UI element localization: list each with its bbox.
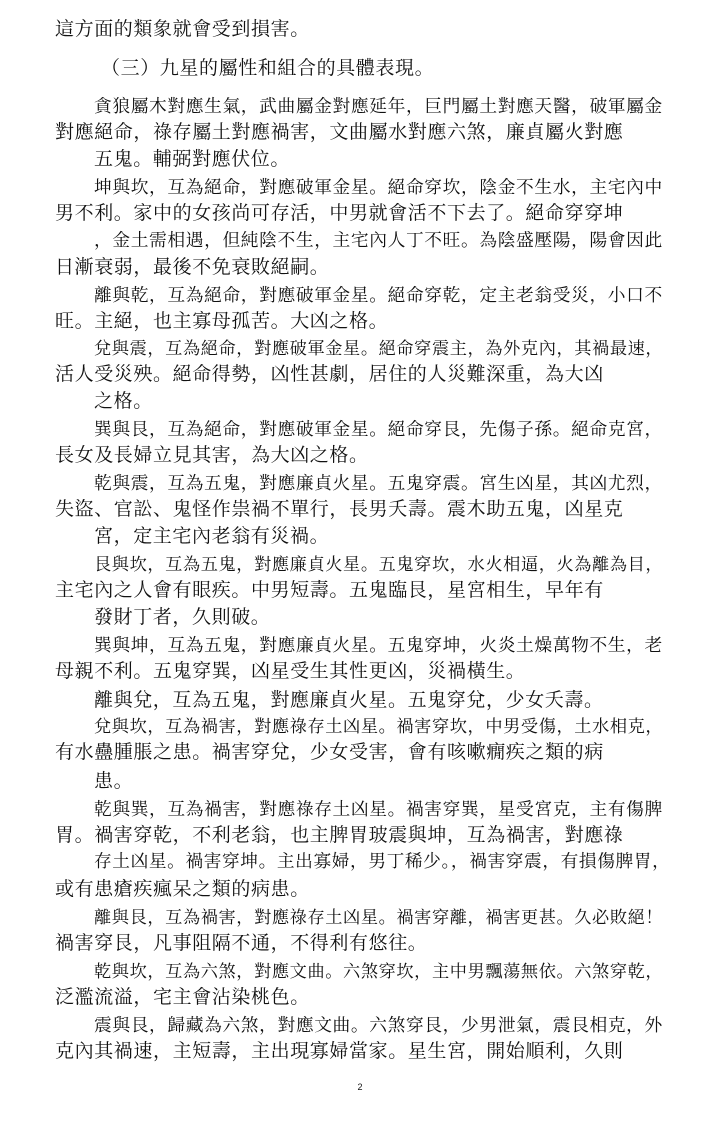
text-line: 失盜、官訟、鬼怪作祟禍不單行，長男夭壽。震木助五鬼，凶星克 xyxy=(55,498,624,520)
text-line: 離與乾，互為絕命，對應破軍金星。絕命穿乾，定主老翁受災，小口不 xyxy=(94,286,663,306)
text-line: 乾與坎，互為六煞，對應文曲。六煞穿坎，主中男飄蕩無依。六煞穿乾， xyxy=(94,962,664,982)
text-line: 兌與震，互為絕命，對應破軍金星。絕命穿震主，為外克內，其禍最速， xyxy=(94,339,664,359)
text-line: 男不利。家中的女孩尚可存活，中男就會活不下去了。絕命穿穿坤 xyxy=(55,202,624,224)
text-line: ，金土需相遇，但純陰不生，主宅內人丁不旺。為陰盛壓陽，陽會因此 xyxy=(94,231,663,251)
text-line: 貪狼屬木對應生氣，武曲屬金對應延年，巨門屬土對應天醫，破軍屬金 xyxy=(94,97,663,117)
text-line: 泛濫流溢，宅主會沾染桃色。 xyxy=(55,986,310,1008)
text-line: 震與艮，歸藏為六煞，對應文曲。六煞穿艮，少男泄氣，震艮相克，外 xyxy=(94,1016,663,1036)
text-line: 對應絕命，祿存屬土對應禍害，文曲屬水對應六煞，廉貞屬火對應 xyxy=(55,121,624,143)
text-line: 巽與坤，互為五鬼，對應廉貞火星。五鬼穿坤，火炎土燥萬物不生，老 xyxy=(94,636,663,656)
text-line: 活人受災殃。絕命得勢，凶性甚劇，居住的人災難深重，為大凶 xyxy=(55,363,604,385)
text-line: 旺。主絕，也主寡母孤苦。大凶之格。 xyxy=(55,310,389,332)
text-line: 有水蠱腫脹之患。禍害穿兌，少女受害，會有咳嗽癇疾之類的病 xyxy=(55,741,604,763)
text-line: 乾與震，互為五鬼，對應廉貞火星。五鬼穿震。宮生凶星，其凶尤烈， xyxy=(94,474,663,494)
text-line: 巽與艮，互為絕命，對應破軍金星。絕命穿艮，先傷子孫。絕命克宮， xyxy=(94,420,663,440)
text-line: 坤與坎，互為絕命，對應破軍金星。絕命穿坎，陰金不生水，主宅內中 xyxy=(94,178,663,198)
text-line: 存土凶星。禍害穿坤。主出寡婦，男丁稀少。，禍害穿震，有損傷脾胃， xyxy=(94,852,671,872)
text-line: 離與艮，互為禍害，對應祿存土凶星。禍害穿離，禍害更甚。久必敗絕！ xyxy=(94,908,664,928)
text-line: 日漸衰弱，最後不免衰敗絕嗣。 xyxy=(55,256,330,278)
text-line: 患。 xyxy=(94,770,134,792)
text-line: 之格。 xyxy=(94,390,153,412)
text-line: 乾與巽，互為禍害，對應祿存土凶星。禍害穿巽，星受宮克，主有傷脾 xyxy=(94,800,663,820)
text-line: 這方面的類象就會受到損害。 xyxy=(55,18,310,40)
text-line: 兌與坎，互為禍害，對應祿存土凶星。禍害穿坎，中男受傷，土水相克， xyxy=(94,717,664,737)
text-line: 五鬼。輔弼對應伏位。 xyxy=(94,148,291,170)
text-line: 母親不利。五鬼穿巽，凶星受生其性更凶，災禍橫生。 xyxy=(55,660,526,682)
text-line: 克內其禍速，主短壽，主出現寡婦當家。星生宮，開始順利，久則 xyxy=(55,1040,624,1062)
text-line: 宮，定主宅內老翁有災禍。 xyxy=(94,525,330,547)
text-line: 長女及長婦立見其害，為大凶之格。 xyxy=(55,444,369,466)
text-line: 胃。禍害穿乾，不利老翁，也主脾胃玻震與坤，互為禍害，對應祿 xyxy=(55,824,624,846)
text-line: 離與兌，互為五鬼，對應廉貞火星。五鬼穿兌，少女夭壽。 xyxy=(94,689,604,711)
text-line: 或有患瘡疾瘋呆之類的病患。 xyxy=(55,878,310,900)
section-heading: （三）九星的屬性和組合的具體表現。 xyxy=(101,57,435,79)
text-line: 主宅內之人會有眼疾。中男短壽。五鬼臨艮，星宮相生，早年有 xyxy=(55,579,604,601)
text-line: 發財丁者，久則破。 xyxy=(94,606,271,628)
page-number: 2 xyxy=(357,1082,363,1092)
text-line: 艮與坎，互為五鬼，對應廉貞火星。五鬼穿坎，水火相逼，火為離為目， xyxy=(94,555,664,575)
text-line: 禍害穿艮，凡事阻隔不通，不得利有悠往。 xyxy=(55,932,428,954)
